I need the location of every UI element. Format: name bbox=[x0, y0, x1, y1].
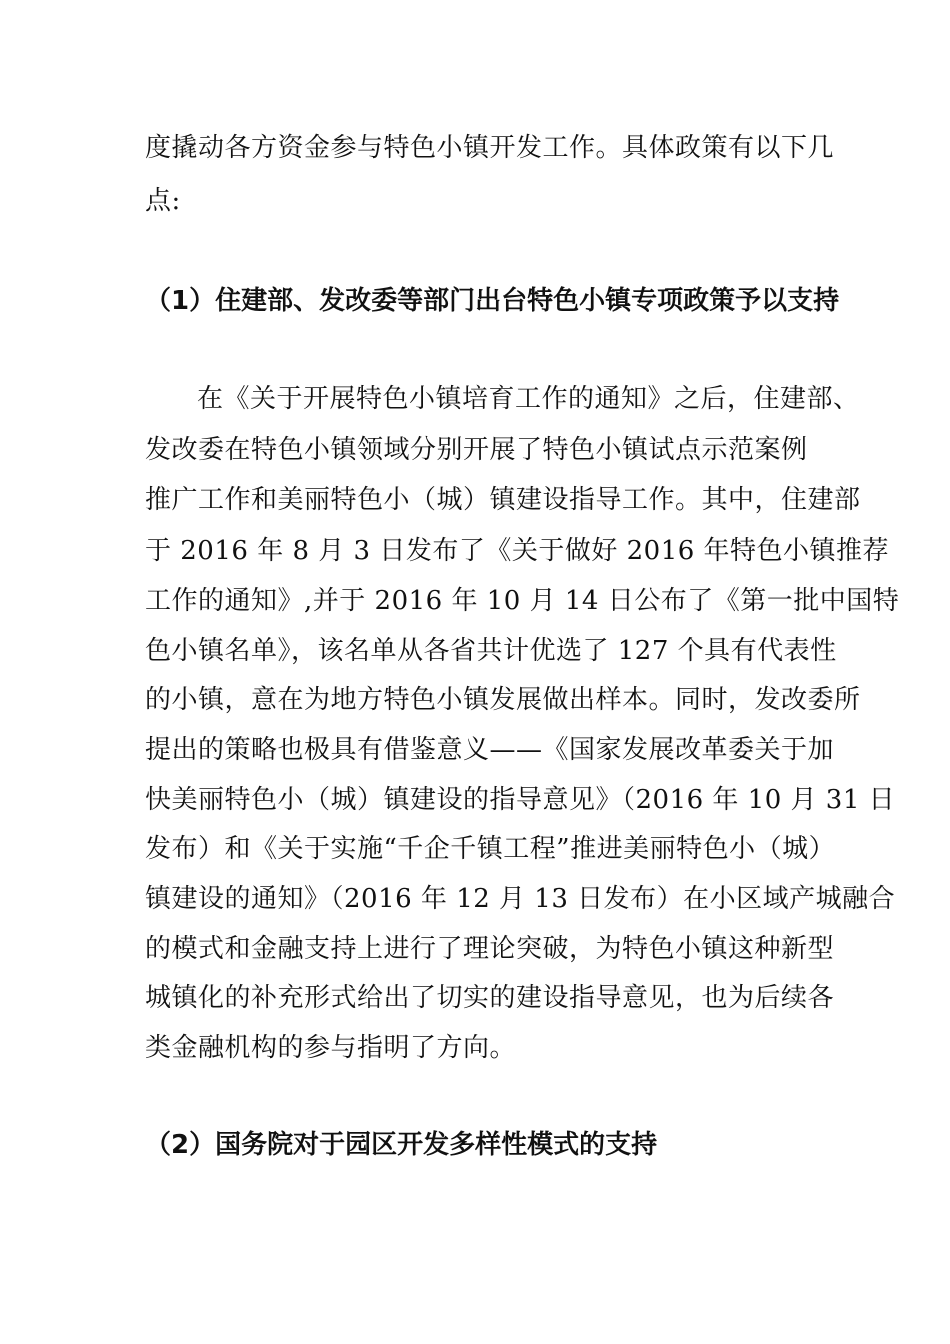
intro-line-2: 点: bbox=[145, 186, 181, 216]
section-1-line-8: 提出的策略也极具有借鉴意义——《国家发展改革委关于加 bbox=[145, 735, 835, 765]
section-1-line-14: 类金融机构的参与指明了方向。 bbox=[145, 1033, 517, 1063]
intro-line-1: 度撬动各方资金参与特色小镇开发工作。具体政策有以下几 bbox=[145, 133, 835, 163]
section-1-line-9: 快美丽特色小（城）镇建设的指导意见》（2016 年 10 月 31 日 bbox=[145, 785, 896, 815]
section-1-line-5: 工作的通知》,并于 2016 年 10 月 14 日公布了《第一批中国特 bbox=[145, 586, 900, 616]
section-1-line-6: 色小镇名单》，该名单从各省共计优选了 127 个具有代表性 bbox=[145, 636, 837, 666]
section-2-heading: （2）国务院对于园区开发多样性模式的支持 bbox=[145, 1130, 658, 1160]
section-1-line-4: 于 2016 年 8 月 3 日发布了《关于做好 2016 年特色小镇推荐 bbox=[145, 536, 890, 566]
section-1-line-13: 城镇化的补充形式给出了切实的建设指导意见，也为后续各 bbox=[145, 983, 835, 1013]
section-1-line-1: 在《关于开展特色小镇培育工作的通知》之后，住建部、 bbox=[197, 384, 860, 414]
section-1-line-12: 的模式和金融支持上进行了理论突破，为特色小镇这种新型 bbox=[145, 934, 835, 964]
section-1-line-11: 镇建设的通知》（2016 年 12 月 13 日发布）在小区域产城融合 bbox=[145, 884, 896, 914]
section-1-line-7: 的小镇，意在为地方特色小镇发展做出样本。同时，发改委所 bbox=[145, 685, 861, 715]
section-1-line-3: 推广工作和美丽特色小（城）镇建设指导工作。其中，住建部 bbox=[145, 485, 861, 515]
section-1-line-2: 发改委在特色小镇领域分别开展了特色小镇试点示范案例 bbox=[145, 435, 808, 465]
section-1-line-10: 发布）和《关于实施“千企千镇工程”推进美丽特色小（城） bbox=[145, 834, 836, 864]
section-1-heading: （1）住建部、发改委等部门出台特色小镇专项政策予以支持 bbox=[145, 286, 840, 316]
